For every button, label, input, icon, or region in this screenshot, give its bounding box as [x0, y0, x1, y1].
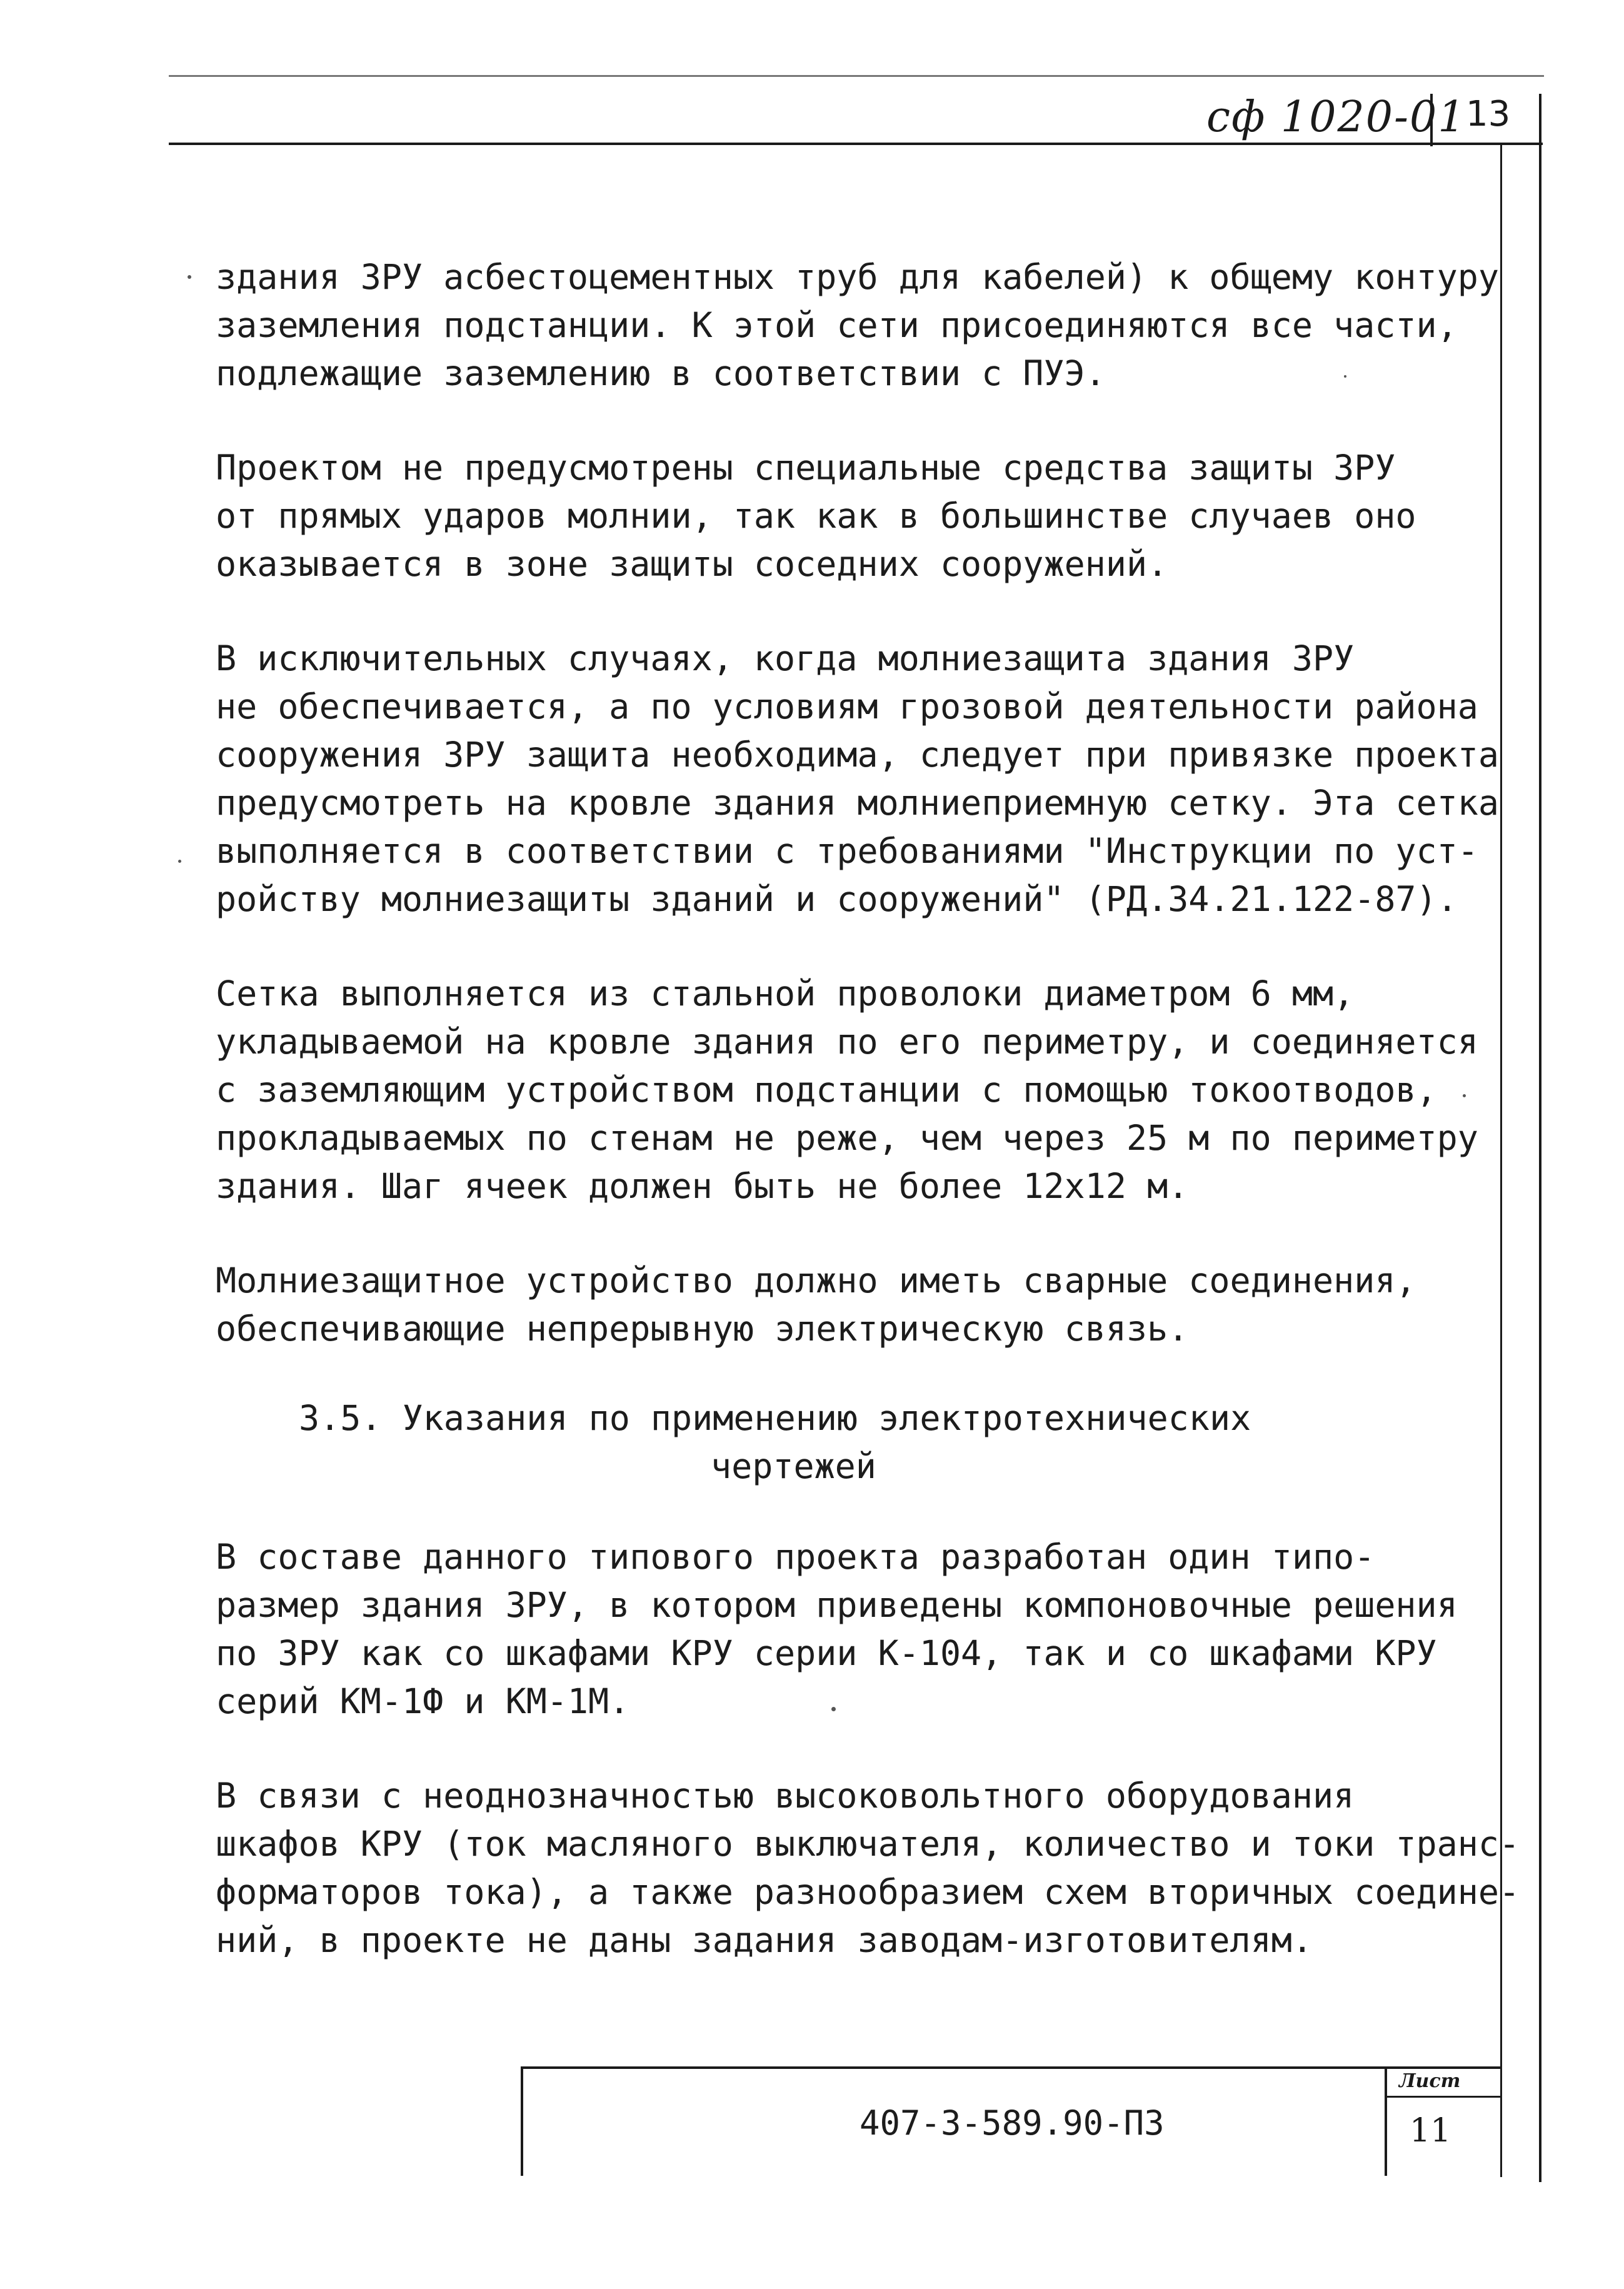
stamp-sheet-number: 11	[1410, 2112, 1451, 2150]
text-line: здания. Шаг ячеек должен быть не более 12х12 м.	[216, 1166, 1189, 1206]
text-line: оказывается в зоне защиты соседних сооружений.	[216, 544, 1168, 584]
text-line: предусмотреть на кровле здания молниеприемную сетку. Эта сетка	[216, 783, 1499, 823]
section-heading-continued	[711, 1442, 876, 1491]
stamp-doc-code: 407-3-589.90-ПЗ	[860, 2103, 1165, 2143]
right-frame-outer	[1539, 94, 1541, 2182]
paragraph	[216, 1772, 1520, 1965]
text-line: В связи с неоднозначностью высоковольтного оборудования	[216, 1776, 1355, 1816]
top-dashed-rule	[169, 75, 1544, 77]
section-heading-line: 3.5. Указания по применению электротехнических	[299, 1398, 1251, 1438]
text-line: Проектом не предусмотрены специальные средства защиты ЗРУ	[216, 448, 1396, 488]
section-heading	[299, 1394, 1251, 1442]
text-line: от прямых ударов молнии, так как в большинстве случаев оно	[216, 496, 1416, 536]
text-line: В исключительных случаях, когда молниезащита здания ЗРУ	[216, 638, 1355, 678]
text-line: с заземляющим устройством подстанции с помощью токоотводов,	[216, 1070, 1437, 1110]
paragraph	[216, 253, 1499, 398]
text-line: укладываемой на кровле здания по его периметру, и соединяется	[216, 1022, 1478, 1062]
text-line: шкафов КРУ (ток масляного выключателя, количество и токи транс-	[216, 1824, 1520, 1864]
text-line: заземления подстанции. К этой сети присоединяются все части,	[216, 305, 1458, 345]
scan-speck	[831, 1707, 836, 1711]
page-number: 13	[1466, 94, 1511, 134]
text-line: ний, в проекте не даны задания заводам-изготовителям.	[216, 1920, 1313, 1960]
text-line: выполняется в соответствии с требованиями "Инструкции по уст-	[216, 831, 1478, 871]
paragraph	[216, 970, 1478, 1210]
text-line: сооружения ЗРУ защита необходима, следует при привязке проекта	[216, 735, 1499, 775]
text-line: по ЗРУ как со шкафами КРУ серии К-104, так и со шкафами КРУ	[216, 1633, 1437, 1673]
scan-speck	[178, 860, 181, 863]
text-line: размер здания ЗРУ, в котором приведены компоновочные решения	[216, 1585, 1458, 1625]
stamp-sheet-divider	[1385, 2066, 1387, 2176]
paragraph	[216, 444, 1456, 588]
body-text-lower	[216, 1533, 1520, 1965]
section-heading-line: чертежей	[711, 1446, 876, 1486]
header-rule	[169, 143, 1543, 145]
text-line: В составе данного типового проекта разработан один типо-	[216, 1537, 1375, 1577]
stamp-sheet-label: Лист	[1399, 2070, 1461, 2092]
text-line: подлежащие заземлению в соответствии с ПУЭ.	[216, 353, 1106, 393]
paragraph	[216, 1257, 1456, 1353]
stamp-top-rule	[521, 2066, 1502, 2069]
body-text-upper	[216, 253, 1499, 1353]
scan-speck	[1344, 375, 1346, 378]
text-line: Сетка выполняется из стальной проволоки диаметром 6 мм,	[216, 973, 1355, 1014]
stamp-left-rule	[521, 2066, 523, 2176]
stamp-sheet-label-rule	[1385, 2096, 1502, 2098]
text-line: здания ЗРУ асбестоцементных труб для кабелей) к общему контуру	[216, 257, 1499, 297]
text-line: обеспечивающие непрерывную электрическую связь.	[216, 1309, 1189, 1349]
text-line: серий КМ-1Ф и КМ-1М.	[216, 1681, 630, 1721]
text-line: прокладываемых по стенам не реже, чем через 25 м по периметру	[216, 1118, 1478, 1158]
paragraph	[216, 1533, 1456, 1726]
paragraph	[216, 635, 1499, 923]
text-line: ройству молниезащиты зданий и сооружений" (РД.34.21.122-87).	[216, 879, 1458, 919]
scan-speck	[188, 275, 191, 279]
text-line: Молниезащитное устройство должно иметь сварные соединения,	[216, 1260, 1416, 1300]
scan-speck	[1463, 1094, 1466, 1097]
handwritten-doc-code: сф 1020-01	[1206, 93, 1466, 142]
text-line: форматоров тока), а также разнообразием схем вторичных соедине-	[216, 1872, 1520, 1912]
text-line: не обеспечивается, а по условиям грозовой деятельности района	[216, 687, 1478, 727]
